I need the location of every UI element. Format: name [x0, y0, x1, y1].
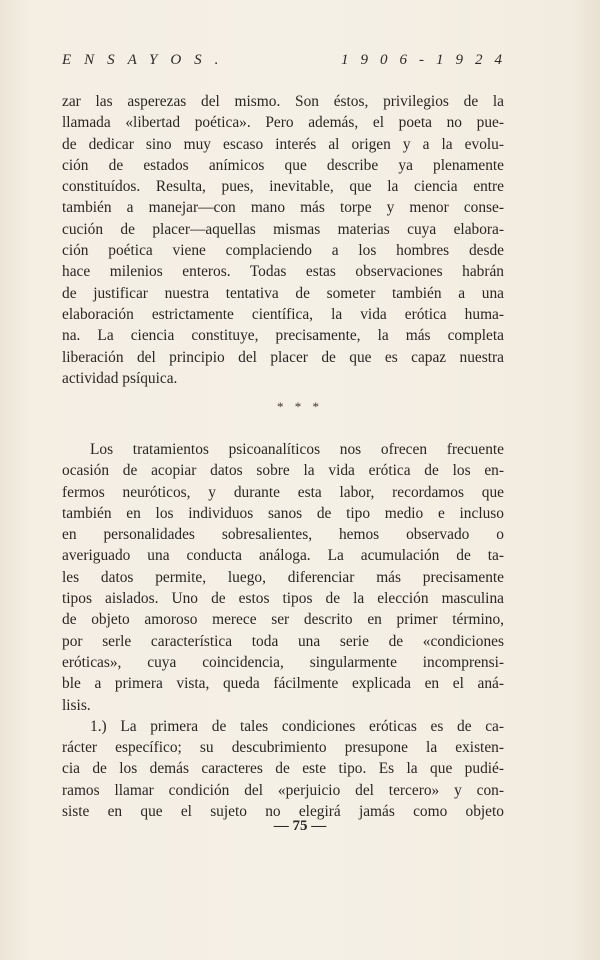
text-line: cia de los demás caracteres de este tipo. Es la que pudié- — [62, 760, 504, 778]
text-line: fermos neuróticos, y durante esta labor, recordamos que — [62, 483, 504, 501]
paragraph-2 — [62, 439, 504, 822]
text-line: Los tratamientos psicoanalíticos nos ofrecen frecuente — [90, 441, 504, 458]
page-number: — 75 — — [273, 818, 327, 834]
text-line: rácter específico; su descubrimiento presupone la existen- — [62, 739, 504, 757]
header-title: ENSAYOS. — [62, 52, 232, 68]
paragraph-1 — [62, 91, 504, 389]
header-years: 1906-1924 — [341, 52, 514, 68]
text-line: de objeto amoroso merece ser descrito en primer término, — [62, 611, 504, 629]
text-line: zar las asperezas del mismo. Son éstos, privilegios de la — [62, 93, 504, 110]
text-line: ción poética viene complaciendo a los hombres desde — [62, 242, 504, 260]
text-line: les datos permite, luego, diferenciar más precisamente — [62, 568, 504, 586]
text-line: por serle característica toda una serie de «condiciones — [62, 632, 504, 650]
section-separator: * * * — [277, 399, 323, 414]
text-line: en personalidades sobresalientes, hemos observado o — [62, 526, 504, 544]
text-line: cución de placer—aquellas mismas materias cuya elabora- — [62, 220, 504, 238]
text-line: ble a primera vista, queda fácilmente explicada en el aná- — [62, 675, 504, 693]
text-line: lisis. — [62, 696, 91, 714]
text-line: también a manejar—con mano más torpe y menor conse- — [62, 199, 504, 217]
text-line: actividad psíquica. — [62, 369, 178, 387]
text-line: averiguado una conducta análoga. La acumulación de ta- — [62, 547, 504, 565]
text-line: eróticas», cuya coincidencia, singularmente incomprensi- — [62, 653, 504, 671]
text-line: siste en que el sujeto no elegirá jamás como objeto — [62, 803, 504, 821]
text-line: na. La ciencia constituye, precisamente, la más completa — [62, 327, 504, 345]
text-line: elaboración estrictamente científica, la vida erótica huma- — [62, 305, 504, 323]
running-header — [62, 52, 514, 69]
text-line: constituídos. Resulta, pues, inevitable, que la ciencia entre — [62, 178, 504, 196]
text-line: ocasión de acopiar datos sobre la vida erótica de los en- — [62, 462, 504, 480]
text-line: ramos llamar condición del «perjuicio del tercero» y con- — [62, 781, 504, 799]
text-line: ción de estados anímicos que describe ya plenamente — [62, 156, 504, 174]
text-line: hace milenios enteros. Todas estas observaciones habrán — [62, 263, 504, 281]
text-line: también en los individuos sanos de tipo medio e incluso — [62, 504, 504, 522]
text-line: llamada «libertad poética». Pero además, el poeta no pue- — [62, 114, 504, 132]
text-line: 1.) La primera de tales condiciones eróticas es de ca- — [90, 717, 504, 735]
text-line: liberación del principio del placer de que es capaz nuestra — [62, 348, 504, 366]
text-line: de dedicar sino muy escaso interés al origen y a la evolu- — [62, 135, 504, 153]
text-line: de justificar nuestra tentativa de someter también a una — [62, 284, 504, 302]
text-line: tipos aislados. Uno de estos tipos de la elección masculina — [62, 590, 504, 608]
